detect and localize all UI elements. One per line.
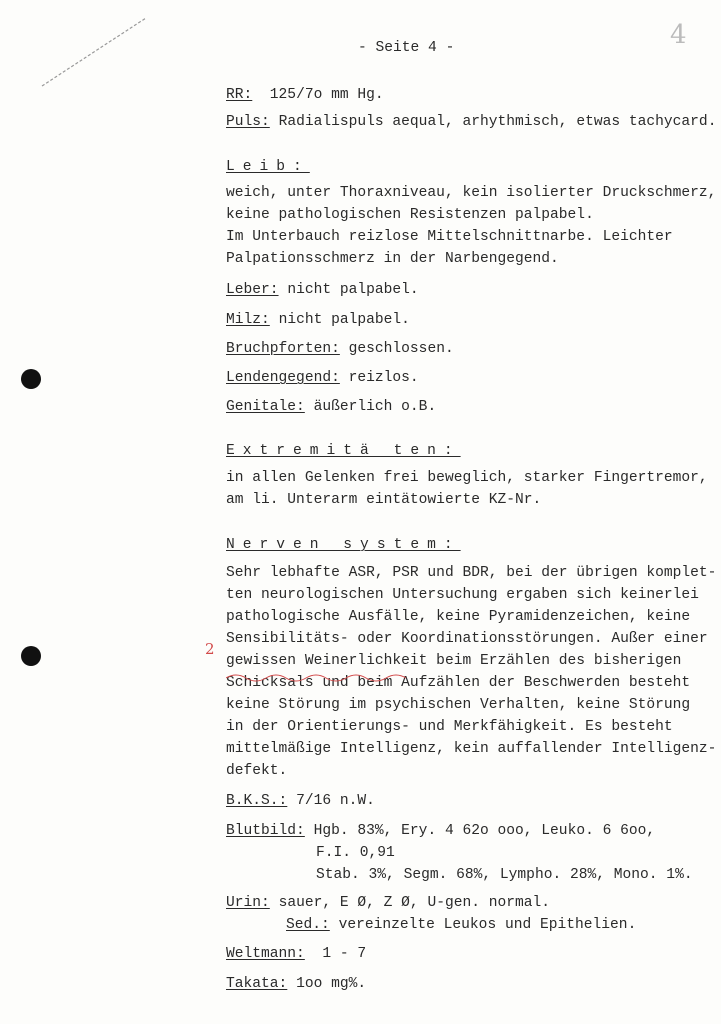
bruchpforten-line (226, 339, 454, 359)
puls-value: Radialispuls aequal, arhythmisch, etwas tachycard. (278, 114, 717, 130)
leib-line-3: Im Unterbauch reizlose Mittelschnittnarbe. Leichter (226, 229, 673, 245)
urin-value: sauer, E Ø, Z Ø, U-gen. normal. (278, 895, 551, 911)
page-number: - Seite 4 - (358, 40, 455, 56)
nervensystem-line-5: gewissen Weinerlichkeit beim Erzählen des bisherigen (226, 653, 682, 669)
nervensystem-line-7: keine Störung im psychischen Verhalten, keine Störung (226, 697, 691, 713)
blutbild-value-1: Hgb. 83%, Ery. 4 62o ooo, Leuko. 6 6oo, (313, 823, 656, 839)
rr-line (226, 85, 384, 105)
leber-line (226, 280, 419, 300)
nervensystem-line-4: Sensibilitäts- oder Koordinationsstörungen. Außer einer (226, 631, 708, 647)
blutbild-line-3: Stab. 3%, Segm. 68%, Lympho. 28%, Mono. 1%. (316, 867, 693, 883)
punch-hole-upper (21, 369, 41, 389)
takata-line (226, 974, 366, 994)
rr-value: 125/7o mm Hg. (269, 87, 384, 103)
punch-hole-lower (21, 646, 41, 666)
genitale-line (226, 397, 436, 417)
nervensystem-line-8: in der Orientierungs- und Merkfähigkeit. Es besteht (226, 719, 673, 735)
genitale-label: Genitale: (226, 399, 305, 415)
nervensystem-line-1: Sehr lebhafte ASR, PSR und BDR, bei der übrigen komplet- (226, 565, 717, 581)
blutbild-label: Blutbild: (226, 823, 305, 839)
lendengegend-line (226, 368, 419, 388)
blutbild-line-1 (226, 821, 655, 841)
nervensystem-heading: Nerven system: (226, 537, 461, 553)
puls-label: Puls: (226, 114, 270, 130)
leib-line-2: keine pathologischen Resistenzen palpabel. (226, 207, 594, 223)
nervensystem-line-9: mittelmäßige Intelligenz, kein auffallender Intelligenz- (226, 741, 717, 757)
bruchpforten-label: Bruchpforten: (226, 341, 340, 357)
lendengegend-value: reizlos. (348, 370, 419, 386)
sediment-label: Sed.: (286, 917, 330, 933)
corner-pencil-mark: 4 (670, 20, 687, 50)
nervensystem-line-2: ten neurologischen Untersuchung ergaben sich keinerlei (226, 587, 699, 603)
takata-label: Takata: (226, 976, 288, 992)
bks-value: 7/16 n.W. (296, 793, 375, 809)
weltmann-value: 1 - 7 (322, 946, 367, 962)
extremitaeten-line-2: am li. Unterarm eintätowierte KZ-Nr. (226, 492, 542, 508)
sediment-line (286, 915, 636, 935)
leib-heading: Leib: (226, 159, 310, 175)
nervensystem-line-3: pathologische Ausfälle, keine Pyramidenzeichen, keine (226, 609, 691, 625)
milz-line (226, 310, 410, 330)
bruchpforten-value: geschlossen. (348, 341, 454, 357)
rr-label: RR: (226, 87, 253, 103)
sediment-value: vereinzelte Leukos und Epithelien. (338, 917, 637, 933)
weltmann-line (226, 944, 366, 964)
leber-value: nicht palpabel. (287, 282, 419, 298)
lendengegend-label: Lendengegend: (226, 370, 340, 386)
urin-line (226, 893, 550, 913)
milz-label: Milz: (226, 312, 270, 328)
pencil-stroke (40, 10, 150, 90)
nervensystem-line-10: defekt. (226, 763, 288, 779)
puls-line (226, 112, 716, 132)
red-squiggle-underline (226, 672, 416, 688)
urin-label: Urin: (226, 895, 270, 911)
margin-annotation: 2 (205, 640, 215, 658)
leib-line-1: weich, unter Thoraxniveau, kein isolierter Druckschmerz, (226, 185, 717, 201)
genitale-value: äußerlich o.B. (313, 399, 437, 415)
extremitaeten-line-1: in allen Gelenken frei beweglich, starker Fingertremor, (226, 470, 708, 486)
extremitaeten-heading: Extremitä ten: (226, 443, 461, 459)
bks-label: B.K.S.: (226, 793, 288, 809)
leber-label: Leber: (226, 282, 279, 298)
leib-line-4: Palpationsschmerz in der Narbengegend. (226, 251, 559, 267)
nervensystem-line-6: Schicksals und beim Aufzählen der Beschwerden besteht (226, 675, 691, 691)
blutbild-line-2: F.I. 0,91 (316, 845, 395, 861)
bks-line (226, 791, 375, 811)
weltmann-label: Weltmann: (226, 946, 305, 962)
milz-value: nicht palpabel. (278, 312, 410, 328)
takata-value: 1oo mg%. (296, 976, 367, 992)
